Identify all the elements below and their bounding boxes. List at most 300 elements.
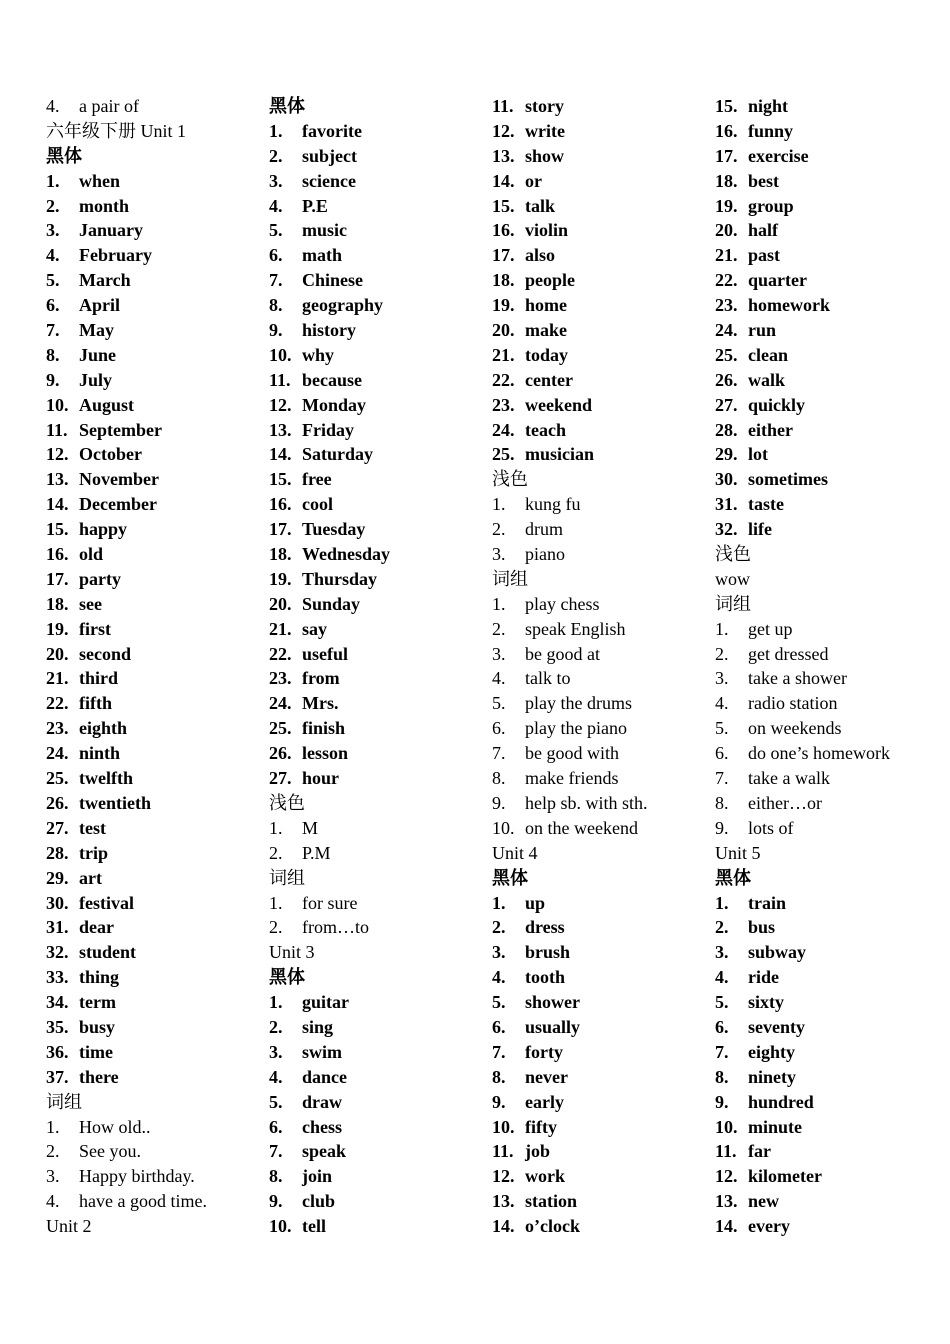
- item-number: 12.: [492, 1166, 515, 1187]
- column-2: [269, 94, 491, 1239]
- list-item: [46, 243, 268, 268]
- item-text: violin: [525, 220, 569, 241]
- item-number: 24.: [492, 419, 515, 440]
- item-number: 29.: [46, 867, 69, 888]
- item-text: draw: [302, 1091, 342, 1112]
- list-item: [269, 1214, 491, 1239]
- list-item: [46, 318, 268, 343]
- item-text: today: [525, 344, 569, 365]
- item-text: sing: [302, 1016, 334, 1037]
- item-number: 4.: [46, 245, 60, 266]
- item-text: February: [79, 245, 152, 266]
- item-number: 25.: [492, 444, 515, 465]
- item-number: 21.: [492, 344, 515, 365]
- item-number: 9.: [492, 1091, 506, 1112]
- item-text: party: [79, 568, 121, 589]
- list-item: [492, 666, 714, 691]
- item-text: dance: [302, 1066, 347, 1087]
- item-number: 37.: [46, 1066, 69, 1087]
- item-number: 7.: [46, 320, 60, 341]
- item-text: talk to: [525, 668, 571, 689]
- item-number: 26.: [46, 792, 69, 813]
- column-1: [46, 94, 268, 1239]
- item-text: first: [79, 618, 111, 639]
- item-text: 黑体: [46, 145, 82, 166]
- item-text: ride: [748, 967, 779, 988]
- item-text: lesson: [302, 743, 349, 764]
- item-text: help sb. with sth.: [525, 792, 648, 813]
- item-text: busy: [79, 1016, 116, 1037]
- item-number: 1.: [46, 170, 60, 191]
- list-item: [492, 418, 714, 443]
- item-text: join: [302, 1166, 333, 1187]
- list-item: [46, 866, 268, 891]
- item-number: 27.: [269, 768, 292, 789]
- item-number: 16.: [715, 120, 738, 141]
- item-number: 21.: [269, 618, 292, 639]
- item-text: bus: [748, 917, 776, 938]
- item-number: 24.: [46, 743, 69, 764]
- item-text: night: [748, 96, 789, 116]
- item-text: ninety: [748, 1066, 797, 1087]
- list-item: [492, 393, 714, 418]
- item-text: radio station: [748, 693, 838, 714]
- item-text: Unit 4: [492, 842, 538, 863]
- item-number: 1.: [269, 120, 283, 141]
- item-number: 16.: [492, 220, 515, 241]
- item-number: 20.: [269, 593, 292, 614]
- item-text: walk: [748, 369, 786, 390]
- item-number: 3.: [269, 170, 283, 191]
- list-item: [715, 442, 937, 467]
- item-number: 3.: [46, 220, 60, 241]
- item-text: center: [525, 369, 573, 390]
- list-item: [46, 1139, 268, 1164]
- item-text: third: [79, 668, 119, 689]
- item-text: seventy: [748, 1016, 805, 1037]
- section-heading: [492, 467, 714, 492]
- list-item: [269, 467, 491, 492]
- item-number: 8.: [715, 792, 729, 813]
- item-text: fifty: [525, 1116, 557, 1137]
- list-item: [46, 1164, 268, 1189]
- item-number: 4.: [269, 1066, 283, 1087]
- item-text: kilometer: [748, 1166, 822, 1187]
- item-number: 30.: [46, 892, 69, 913]
- item-text: geography: [302, 295, 383, 316]
- item-number: 10.: [492, 817, 515, 838]
- list-item: [46, 816, 268, 841]
- item-number: 15.: [715, 96, 738, 116]
- item-text: January: [79, 220, 144, 241]
- item-text: train: [748, 892, 786, 913]
- item-number: 27.: [46, 817, 69, 838]
- list-item: [492, 791, 714, 816]
- list-item: [492, 1189, 714, 1214]
- item-text: there: [79, 1066, 119, 1087]
- item-text: April: [79, 295, 121, 316]
- item-number: 2.: [46, 195, 60, 216]
- list-item: [269, 691, 491, 716]
- item-number: 33.: [46, 967, 69, 988]
- item-text: work: [525, 1166, 565, 1187]
- list-item: [269, 517, 491, 542]
- item-number: 17.: [715, 145, 738, 166]
- list-item: [269, 816, 491, 841]
- list-item: [715, 766, 937, 791]
- list-item: [492, 1040, 714, 1065]
- list-item: [46, 1015, 268, 1040]
- item-number: 2.: [715, 917, 729, 938]
- list-item: [492, 891, 714, 916]
- list-item: [46, 169, 268, 194]
- item-number: 5.: [715, 718, 729, 739]
- list-item: [269, 418, 491, 443]
- list-item: [46, 965, 268, 990]
- item-number: 4.: [492, 967, 506, 988]
- item-number: 12.: [269, 394, 292, 415]
- list-item: [269, 268, 491, 293]
- item-text: write: [525, 120, 565, 141]
- item-text: play chess: [525, 593, 600, 614]
- list-item: [46, 1115, 268, 1140]
- item-number: 5.: [46, 270, 60, 291]
- item-text: Monday: [302, 394, 367, 415]
- item-number: 22.: [715, 270, 738, 291]
- item-text: see: [79, 593, 102, 614]
- list-item: [715, 1015, 937, 1040]
- list-item: [715, 1040, 937, 1065]
- list-item: [269, 617, 491, 642]
- section-heading: [492, 567, 714, 592]
- item-number: 14.: [46, 494, 69, 515]
- list-item: [269, 1090, 491, 1115]
- item-number: 21.: [715, 245, 738, 266]
- section-heading: [46, 119, 268, 144]
- list-item: [492, 1015, 714, 1040]
- item-text: for sure: [302, 892, 358, 913]
- item-text: make friends: [525, 768, 619, 789]
- item-text: free: [302, 469, 332, 490]
- list-item: [715, 268, 937, 293]
- item-text: Happy birthday.: [79, 1166, 195, 1187]
- item-text: 黑体: [715, 867, 751, 888]
- item-text: make: [525, 320, 567, 341]
- item-text: lot: [748, 444, 768, 465]
- list-item: [492, 1090, 714, 1115]
- item-text: test: [79, 817, 106, 838]
- list-item: [269, 218, 491, 243]
- item-text: job: [525, 1141, 551, 1162]
- list-item: [269, 642, 491, 667]
- section-heading: [715, 592, 937, 617]
- list-item: [269, 592, 491, 617]
- item-text: get dressed: [748, 643, 829, 664]
- item-text: be good at: [525, 643, 600, 664]
- item-number: 6.: [492, 718, 506, 739]
- item-number: 24.: [715, 320, 738, 341]
- item-text: taste: [748, 494, 784, 515]
- item-text: eighty: [748, 1041, 795, 1062]
- item-number: 26.: [715, 369, 738, 390]
- item-text: useful: [302, 643, 349, 664]
- list-item: [492, 716, 714, 741]
- item-number: 9.: [715, 817, 729, 838]
- item-text: October: [79, 444, 142, 465]
- item-number: 5.: [492, 992, 506, 1013]
- item-number: 7.: [715, 1041, 729, 1062]
- item-number: 23.: [715, 295, 738, 316]
- item-number: 9.: [269, 1191, 283, 1212]
- list-item: [46, 666, 268, 691]
- item-number: 13.: [715, 1191, 738, 1212]
- item-text: fifth: [79, 693, 112, 714]
- item-number: 2.: [492, 618, 506, 639]
- item-number: 9.: [492, 792, 506, 813]
- list-item: [492, 442, 714, 467]
- item-number: 11.: [492, 96, 514, 116]
- item-text: November: [79, 469, 159, 490]
- list-item: [715, 318, 937, 343]
- list-item: [492, 1214, 714, 1239]
- item-text: play the drums: [525, 693, 632, 714]
- item-text: station: [525, 1191, 578, 1212]
- list-item: [715, 1164, 937, 1189]
- item-text: 黑体: [269, 96, 305, 116]
- item-number: 6.: [269, 1116, 283, 1137]
- item-text: from: [302, 668, 340, 689]
- item-text: shower: [525, 992, 580, 1013]
- list-item: [492, 965, 714, 990]
- item-number: 6.: [492, 1016, 506, 1037]
- item-text: piano: [525, 544, 565, 565]
- item-text: hundred: [748, 1091, 814, 1112]
- item-text: finish: [302, 718, 346, 739]
- item-text: thing: [79, 967, 120, 988]
- item-number: 6.: [269, 245, 283, 266]
- item-number: 6.: [715, 1016, 729, 1037]
- item-number: 7.: [269, 1141, 283, 1162]
- list-item: [492, 318, 714, 343]
- item-text: guitar: [302, 992, 349, 1013]
- list-item: [492, 243, 714, 268]
- item-number: 17.: [269, 519, 292, 540]
- list-item: [269, 1115, 491, 1140]
- item-number: 1.: [269, 892, 283, 913]
- list-item: [492, 119, 714, 144]
- item-text: dress: [525, 917, 565, 938]
- item-text: talk: [525, 195, 556, 216]
- item-text: ninth: [79, 743, 121, 764]
- item-number: 19.: [492, 295, 515, 316]
- section-heading: [46, 1214, 268, 1239]
- list-item: [492, 816, 714, 841]
- list-item: [715, 243, 937, 268]
- item-text: on the weekend: [525, 817, 638, 838]
- item-number: 25.: [715, 344, 738, 365]
- list-item: [492, 218, 714, 243]
- item-number: 3.: [492, 544, 506, 565]
- item-number: 14.: [269, 444, 292, 465]
- list-item: [46, 741, 268, 766]
- item-text: sixty: [748, 992, 784, 1013]
- list-item: [269, 368, 491, 393]
- item-number: 34.: [46, 992, 69, 1013]
- list-item: [715, 144, 937, 169]
- item-text: run: [748, 320, 777, 341]
- item-text: 六年级下册 Unit 1: [46, 120, 187, 141]
- item-text: funny: [748, 120, 794, 141]
- list-item: [46, 940, 268, 965]
- item-number: 7.: [715, 768, 729, 789]
- item-number: 8.: [492, 768, 506, 789]
- item-number: 12.: [715, 1166, 738, 1187]
- item-text: people: [525, 270, 576, 291]
- item-text: home: [525, 295, 567, 316]
- list-item: [46, 592, 268, 617]
- list-item: [46, 691, 268, 716]
- list-item: [269, 144, 491, 169]
- item-text: math: [302, 245, 342, 266]
- section-heading: [269, 791, 491, 816]
- list-item: [269, 666, 491, 691]
- item-text: group: [748, 195, 794, 216]
- item-text: chess: [302, 1116, 342, 1137]
- item-text: on weekends: [748, 718, 842, 739]
- list-item: [46, 268, 268, 293]
- list-item: [46, 841, 268, 866]
- list-item: [269, 567, 491, 592]
- item-text: 词组: [269, 867, 305, 888]
- list-item: [46, 343, 268, 368]
- item-number: 20.: [715, 220, 738, 241]
- item-text: cool: [302, 494, 333, 515]
- item-text: March: [79, 270, 131, 291]
- item-number: 18.: [269, 544, 292, 565]
- item-number: 8.: [269, 1166, 283, 1187]
- item-text: 浅色: [492, 469, 528, 490]
- item-text: eighth: [79, 718, 128, 739]
- item-number: 5.: [269, 220, 283, 241]
- section-heading: [269, 965, 491, 990]
- item-number: 20.: [46, 643, 69, 664]
- item-number: 1.: [715, 892, 729, 913]
- item-text: August: [79, 394, 135, 415]
- item-number: 1.: [46, 1116, 60, 1137]
- item-text: quickly: [748, 394, 806, 415]
- item-text: 黑体: [492, 867, 528, 888]
- item-number: 9.: [46, 369, 60, 390]
- list-item: [269, 741, 491, 766]
- item-number: 14.: [715, 1216, 738, 1237]
- list-item: [46, 1189, 268, 1214]
- item-text: How old..: [79, 1116, 151, 1137]
- list-item: [46, 293, 268, 318]
- item-number: 26.: [269, 743, 292, 764]
- list-item: [492, 1115, 714, 1140]
- list-item: [715, 617, 937, 642]
- item-number: 31.: [46, 917, 69, 938]
- item-number: 5.: [269, 1091, 283, 1112]
- item-text: science: [302, 170, 356, 191]
- list-item: [269, 891, 491, 916]
- item-text: art: [79, 867, 102, 888]
- item-number: 5.: [715, 992, 729, 1013]
- list-item: [715, 343, 937, 368]
- item-number: 22.: [269, 643, 292, 664]
- item-number: 4.: [269, 195, 283, 216]
- item-number: 2.: [46, 1141, 60, 1162]
- item-number: 11.: [715, 1141, 737, 1162]
- item-number: 4.: [46, 96, 60, 116]
- item-text: exercise: [748, 145, 809, 166]
- item-text: a pair of: [79, 96, 139, 116]
- list-item: [46, 915, 268, 940]
- item-text: show: [525, 145, 565, 166]
- item-text: minute: [748, 1116, 802, 1137]
- item-number: 15.: [46, 519, 69, 540]
- item-text: kung fu: [525, 494, 581, 515]
- item-number: 2.: [269, 917, 283, 938]
- section-heading: [492, 866, 714, 891]
- item-number: 12.: [46, 444, 69, 465]
- item-text: P.E: [302, 195, 328, 216]
- list-item: [46, 492, 268, 517]
- item-text: Unit 3: [269, 942, 315, 963]
- list-item: [46, 1040, 268, 1065]
- list-item: [715, 1139, 937, 1164]
- item-text: do one’s homework: [748, 743, 890, 764]
- item-text: twentieth: [79, 792, 151, 813]
- list-item: [46, 517, 268, 542]
- list-item: [492, 492, 714, 517]
- list-item: [715, 1090, 937, 1115]
- item-text: term: [79, 992, 116, 1013]
- item-text: every: [748, 1216, 790, 1237]
- section-heading: [715, 841, 937, 866]
- item-number: 6.: [46, 295, 60, 316]
- item-number: 17.: [46, 568, 69, 589]
- item-number: 8.: [46, 344, 60, 365]
- list-item: [715, 691, 937, 716]
- item-text: trip: [79, 842, 108, 863]
- list-item: [269, 293, 491, 318]
- list-item: [46, 418, 268, 443]
- list-item: [715, 1065, 937, 1090]
- list-item: [715, 218, 937, 243]
- item-number: 14.: [492, 1216, 515, 1237]
- item-number: 15.: [492, 195, 515, 216]
- list-item: [269, 542, 491, 567]
- list-item: [46, 617, 268, 642]
- item-number: 35.: [46, 1016, 69, 1037]
- list-item: [715, 517, 937, 542]
- item-number: 19.: [46, 618, 69, 639]
- item-number: 12.: [492, 120, 515, 141]
- list-item: [46, 218, 268, 243]
- item-number: 1.: [492, 892, 506, 913]
- item-number: 1.: [269, 817, 283, 838]
- item-text: get up: [748, 618, 793, 639]
- list-item: [492, 940, 714, 965]
- item-text: music: [302, 220, 347, 241]
- item-number: 32.: [46, 942, 69, 963]
- item-text: hour: [302, 768, 340, 789]
- item-text: sometimes: [748, 469, 828, 490]
- list-item: [492, 268, 714, 293]
- item-number: 10.: [269, 344, 292, 365]
- item-text: say: [302, 618, 328, 639]
